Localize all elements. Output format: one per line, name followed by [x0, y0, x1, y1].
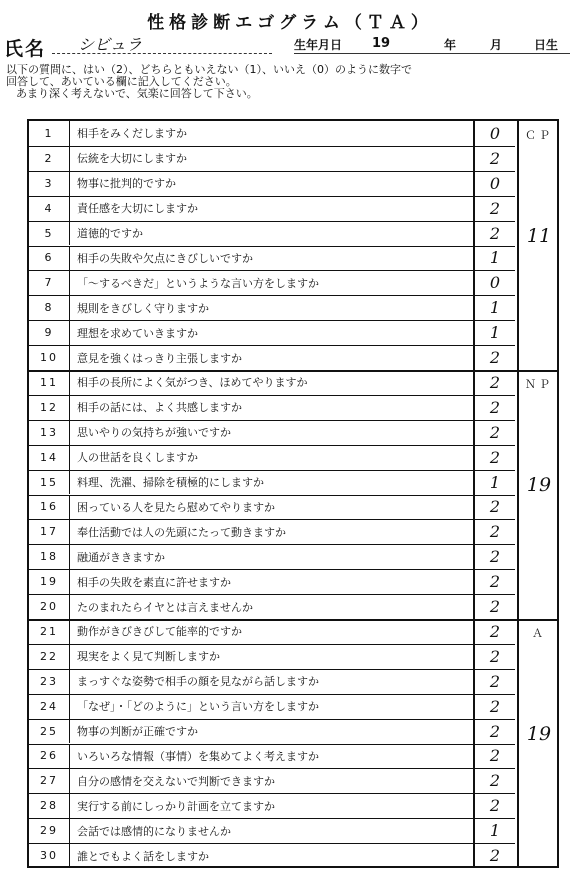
question-text: 規則をきびしく守りますか — [77, 301, 209, 315]
question-text: 相手の失敗を素直に許せますか — [77, 575, 231, 589]
question-number: 9 — [29, 320, 70, 345]
question-text: 奉仕活動では人の先頭にたって動きますか — [77, 525, 286, 539]
instruction-line: 以下の質問に、はい（2）、どちらともいえない（1）、いいえ（0）のように数字で — [6, 63, 412, 76]
group-label: ＣＰ — [525, 129, 553, 142]
answer-cell[interactable]: 1 — [489, 323, 501, 343]
question-text: 相手の失敗や欠点にきびしいですか — [77, 251, 253, 265]
header-row — [4, 34, 574, 60]
month-label: 月 — [490, 38, 503, 52]
question-text: 理想を求めていきますか — [77, 326, 198, 340]
question-text: 人の世話を良くしますか — [77, 451, 198, 465]
question-number: 27 — [29, 768, 70, 793]
question-number: 2 — [29, 146, 70, 171]
answer-cell[interactable]: 2 — [489, 422, 501, 442]
question-row — [29, 470, 557, 495]
row-divider — [29, 445, 515, 446]
instruction-line: あまり深く考えないで、気楽に回答して下さい。 — [16, 87, 258, 100]
question-number: 29 — [29, 818, 70, 843]
row-divider — [29, 470, 515, 471]
question-row — [29, 295, 557, 320]
question-row — [29, 843, 557, 868]
answer-cell[interactable]: 0 — [489, 173, 501, 193]
answer-cell[interactable]: 2 — [489, 771, 501, 791]
question-text: 道徳的ですか — [77, 227, 143, 241]
day-label: 日生 — [534, 38, 559, 52]
question-row — [29, 719, 557, 744]
question-text: 相手の話には、よく共感しますか — [77, 401, 242, 415]
question-text: 困っている人を見たら慰めてやりますか — [77, 500, 275, 514]
question-text: 相手をみくだしますか — [77, 127, 187, 141]
group-score: 19 — [526, 722, 552, 745]
answer-cell[interactable]: 2 — [489, 223, 501, 243]
column-divider — [517, 121, 519, 866]
question-row — [29, 768, 557, 793]
question-row — [29, 744, 557, 769]
row-divider — [29, 744, 515, 745]
answer-cell[interactable]: 2 — [489, 497, 501, 517]
name-underline — [52, 53, 272, 54]
question-row — [29, 221, 557, 246]
question-number: 1 — [29, 121, 70, 146]
question-number: 30 — [29, 843, 70, 868]
question-text: 現実をよく見て判断しますか — [77, 650, 220, 664]
row-divider — [29, 644, 515, 645]
page-title: 性格診断エゴグラム（ＴＡ） — [147, 13, 433, 33]
question-text: 物事に批判的ですか — [77, 177, 176, 191]
row-divider — [29, 295, 515, 296]
answer-cell[interactable]: 1 — [489, 298, 501, 318]
question-number: 11 — [29, 370, 70, 395]
year-label: 年 — [444, 38, 457, 52]
name-label: 氏名 — [4, 38, 47, 60]
row-divider — [29, 544, 515, 545]
question-number: 15 — [29, 470, 70, 495]
question-row — [29, 395, 557, 420]
name-value: シビュラ — [78, 35, 143, 54]
question-number: 16 — [29, 495, 70, 520]
question-number: 18 — [29, 544, 70, 569]
answer-cell[interactable]: 2 — [489, 796, 501, 816]
row-divider — [29, 793, 515, 794]
question-number: 13 — [29, 420, 70, 445]
question-number: 22 — [29, 644, 70, 669]
birth-label: 生年月日 — [294, 38, 343, 52]
birth-underline — [294, 53, 570, 54]
answer-cell[interactable]: 2 — [489, 447, 501, 467]
answer-cell[interactable]: 2 — [489, 397, 501, 417]
question-number: 6 — [29, 246, 70, 271]
answer-cell[interactable]: 1 — [489, 821, 501, 841]
question-number: 19 — [29, 569, 70, 594]
question-row — [29, 270, 557, 295]
group-label: ＮＰ — [525, 378, 553, 391]
answer-cell[interactable]: 2 — [489, 597, 501, 617]
question-number: 8 — [29, 295, 70, 320]
row-divider — [29, 270, 515, 271]
birth-era: 19 — [372, 36, 391, 51]
question-number: 10 — [29, 345, 70, 370]
question-number: 14 — [29, 445, 70, 470]
question-text: 「なぜ」・「どのように」という言い方をしますか — [77, 700, 319, 714]
answer-cell[interactable]: 0 — [489, 273, 501, 293]
answer-cell[interactable]: 2 — [489, 846, 501, 866]
instructions — [6, 64, 576, 100]
answer-cell[interactable]: 2 — [489, 348, 501, 368]
question-number: 12 — [29, 395, 70, 420]
question-row — [29, 495, 557, 520]
answer-cell[interactable]: 2 — [489, 522, 501, 542]
question-row — [29, 445, 557, 470]
question-row — [29, 594, 557, 619]
group-divider — [29, 619, 557, 621]
question-row — [29, 320, 557, 345]
question-text: 物事の判断が正確ですか — [77, 725, 198, 739]
question-number: 5 — [29, 221, 70, 246]
row-divider — [29, 196, 515, 197]
row-divider — [29, 146, 515, 147]
question-text: 料理、洗濯、掃除を積極的にしますか — [77, 476, 264, 490]
row-divider — [29, 395, 515, 396]
answer-cell[interactable]: 2 — [489, 721, 501, 741]
question-row — [29, 619, 557, 644]
group-score: 11 — [526, 224, 552, 247]
answer-cell[interactable]: 2 — [489, 372, 501, 392]
answer-cell[interactable]: 2 — [489, 671, 501, 691]
question-row — [29, 818, 557, 843]
answer-cell[interactable]: 2 — [489, 621, 501, 641]
row-divider — [29, 768, 515, 769]
question-row — [29, 146, 557, 171]
question-row — [29, 694, 557, 719]
question-text: 実行する前にしっかり計画を立てますか — [77, 799, 275, 813]
questionnaire-table — [27, 119, 559, 868]
question-row — [29, 420, 557, 445]
group-divider — [29, 370, 557, 372]
question-number: 20 — [29, 594, 70, 619]
row-divider — [29, 519, 515, 520]
answer-cell[interactable]: 2 — [489, 148, 501, 168]
question-row — [29, 519, 557, 544]
question-row — [29, 196, 557, 221]
question-number: 25 — [29, 719, 70, 744]
row-divider — [29, 171, 515, 172]
question-text: 「～するべきだ」というような言い方をしますか — [77, 276, 319, 290]
row-divider — [29, 246, 515, 247]
row-divider — [29, 420, 515, 421]
question-text: 伝統を大切にしますか — [77, 152, 187, 166]
answer-cell[interactable]: 2 — [489, 746, 501, 766]
question-text: 責任感を大切にしますか — [77, 202, 198, 216]
answer-cell[interactable]: 2 — [489, 547, 501, 567]
answer-cell[interactable]: 1 — [489, 248, 501, 268]
row-divider — [29, 221, 515, 222]
question-number: 3 — [29, 171, 70, 196]
question-row — [29, 246, 557, 271]
question-text: たのまれたらイヤとは言えませんか — [77, 600, 253, 614]
row-divider — [29, 320, 515, 321]
row-divider — [29, 594, 515, 595]
answer-cell[interactable]: 1 — [489, 472, 501, 492]
question-number: 21 — [29, 619, 70, 644]
question-text: いろいろな情報（事情）を集めてよく考えますか — [77, 749, 319, 763]
question-row — [29, 793, 557, 818]
question-row — [29, 544, 557, 569]
question-text: 意見を強くはっきり主張しますか — [77, 351, 242, 365]
group-label: Ａ — [532, 627, 546, 640]
group-score: 19 — [526, 473, 552, 496]
question-number: 23 — [29, 669, 70, 694]
row-divider — [29, 719, 515, 720]
column-divider — [473, 121, 475, 866]
question-row — [29, 669, 557, 694]
question-number: 28 — [29, 793, 70, 818]
row-divider — [29, 495, 515, 496]
question-number: 26 — [29, 744, 70, 769]
row-divider — [29, 694, 515, 695]
answer-cell[interactable]: 2 — [489, 646, 501, 666]
question-number: 4 — [29, 196, 70, 221]
answer-cell[interactable]: 2 — [489, 696, 501, 716]
question-row — [29, 171, 557, 196]
question-row — [29, 370, 557, 395]
answer-cell[interactable]: 0 — [489, 123, 501, 143]
question-text: 会話では感情的になりませんか — [77, 824, 231, 838]
question-number: 24 — [29, 694, 70, 719]
question-row — [29, 569, 557, 594]
question-row — [29, 644, 557, 669]
answer-cell[interactable]: 2 — [489, 572, 501, 592]
answer-cell[interactable]: 2 — [489, 198, 501, 218]
question-text: 自分の感情を交えないで判断できますか — [77, 774, 275, 788]
question-text: 思いやりの気持ちが強いですか — [77, 426, 231, 440]
row-divider — [29, 818, 515, 819]
question-text: 相手の長所によく気がつき、ほめてやりますか — [77, 376, 308, 390]
question-text: 動作がきびきびして能率的ですか — [77, 625, 242, 639]
question-row — [29, 345, 557, 370]
question-text: 融通がききますか — [77, 550, 165, 564]
instruction-line: 回答して、あいている欄に記入してください。 — [6, 75, 237, 88]
row-divider — [29, 843, 515, 844]
row-divider — [29, 345, 515, 346]
question-number: 7 — [29, 270, 70, 295]
row-divider — [29, 669, 515, 670]
question-number: 17 — [29, 519, 70, 544]
row-divider — [29, 569, 515, 570]
question-text: まっすぐな姿勢で相手の顔を見ながら話しますか — [77, 675, 319, 689]
question-row — [29, 121, 557, 146]
question-text: 誰とでもよく話をしますか — [77, 849, 209, 863]
